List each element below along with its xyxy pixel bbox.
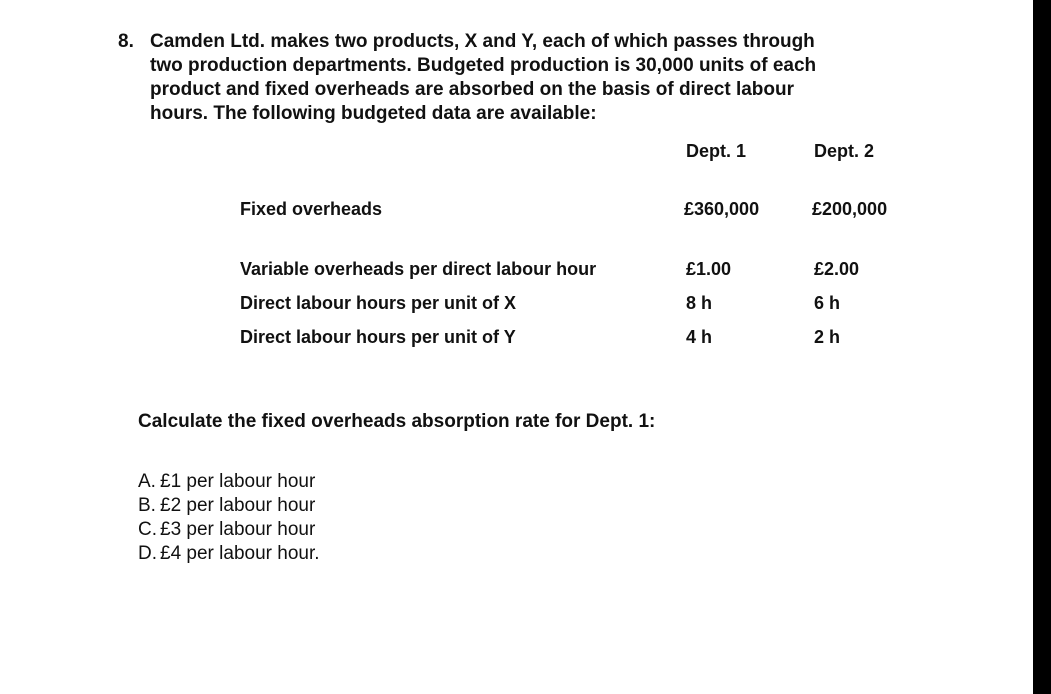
option-letter: B. bbox=[138, 495, 156, 516]
row-label-fixed-overheads: Fixed overheads bbox=[240, 199, 383, 219]
row-label-hours-x: Direct labour hours per unit of X bbox=[240, 293, 517, 313]
cell-hours-y-dept-1: 4 h bbox=[686, 327, 713, 347]
option-a[interactable] bbox=[138, 470, 320, 494]
question-text bbox=[150, 30, 950, 126]
question-prompt: Calculate the fixed overheads absorption rate for Dept. 1: bbox=[138, 411, 656, 432]
option-text: £1 per labour hour bbox=[160, 471, 316, 492]
option-text: £2 per labour hour bbox=[160, 495, 316, 516]
cell-hours-x-dept-1: 8 h bbox=[686, 293, 713, 313]
option-text: £4 per labour hour. bbox=[160, 543, 320, 564]
cell-variable-overheads-dept-2: £2.00 bbox=[814, 259, 860, 279]
question-line: two production departments. Budgeted production is 30,000 units of each bbox=[150, 55, 817, 76]
cell-fixed-overheads-dept-1: £360,000 bbox=[684, 199, 760, 219]
answer-options bbox=[138, 470, 320, 566]
option-letter: A. bbox=[138, 471, 156, 492]
question-line: product and fixed overheads are absorbed on the basis of direct labour bbox=[150, 79, 795, 100]
row-label-variable-overheads: Variable overheads per direct labour hour bbox=[240, 259, 597, 279]
option-c[interactable] bbox=[138, 518, 320, 542]
row-label-hours-y: Direct labour hours per unit of Y bbox=[240, 327, 516, 347]
cell-hours-x-dept-2: 6 h bbox=[814, 293, 841, 313]
option-letter: D. bbox=[138, 543, 157, 564]
option-text: £3 per labour hour bbox=[160, 519, 316, 540]
header-dept-2: Dept. 2 bbox=[814, 141, 875, 161]
cell-variable-overheads-dept-1: £1.00 bbox=[686, 259, 732, 279]
question-line: hours. The following budgeted data are available: bbox=[150, 103, 597, 124]
cell-fixed-overheads-dept-2: £200,000 bbox=[812, 199, 888, 219]
option-b[interactable] bbox=[138, 494, 320, 518]
option-letter: C. bbox=[138, 519, 157, 540]
header-dept-1: Dept. 1 bbox=[686, 141, 747, 161]
option-d[interactable] bbox=[138, 542, 320, 566]
question-line: Camden Ltd. makes two products, X and Y, each of which passes through bbox=[150, 31, 815, 52]
cell-hours-y-dept-2: 2 h bbox=[814, 327, 841, 347]
question-number: 8. bbox=[118, 31, 134, 52]
